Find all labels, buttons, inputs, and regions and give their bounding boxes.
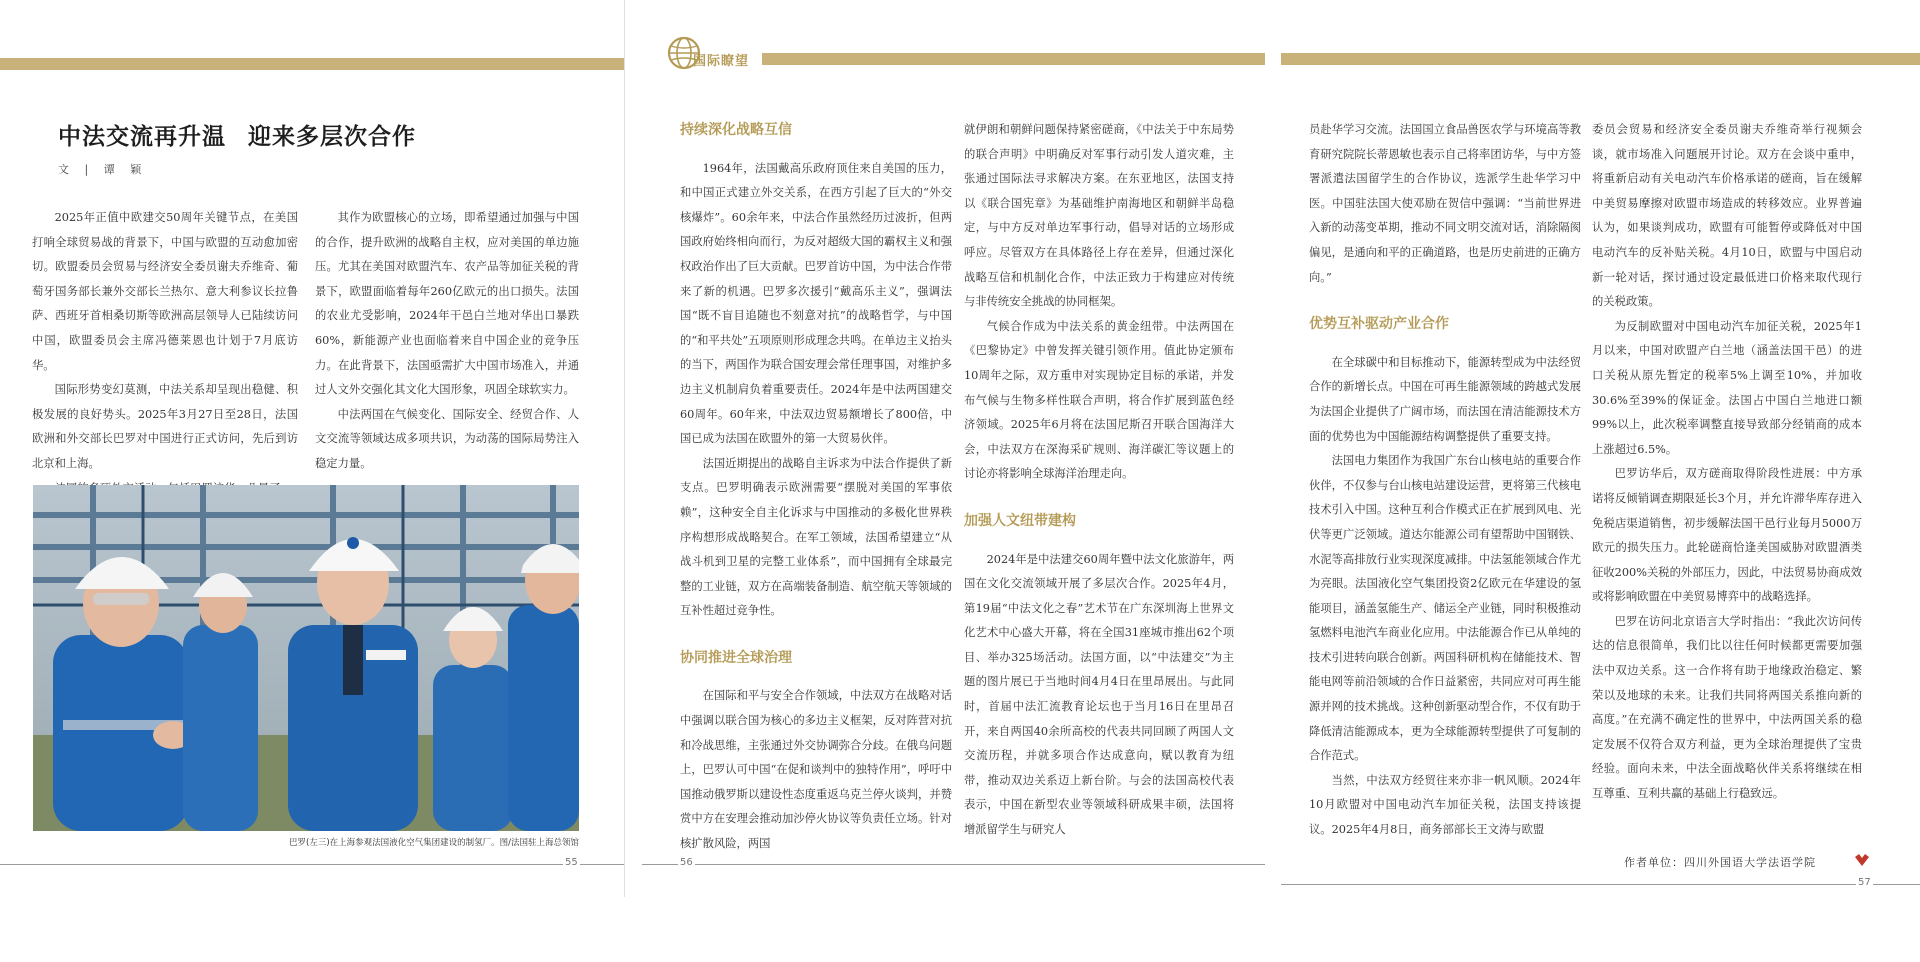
top-rule-bar — [762, 53, 1265, 65]
page-56 — [642, 0, 1265, 870]
section-heading: 优势互补驱动产业合作 — [1309, 316, 1449, 333]
section-title: 国际瞭望 — [693, 54, 750, 69]
article-photo — [33, 485, 579, 831]
paragraph: 法国电力集团作为我国广东台山核电站的重要合作伙伴，不仅参与台山核电站建设运营，更将第三代核电技术引入中国。这种互利合作模式正在扩展到风电、光伏等更广泛领域。道达尔能源公司有望帮助中国钢铁、水泥等高排放行业实现深度减排。中法氢能领域合作尤为亮眼。法国液化空气集团投资2亿欧元在华建设的氢能项目，涵盖氢能生产、储运全产业链，同时积极推动氢燃料电池汽车商业化应用。中法能源合作已从单纯的技术引进转向联合创新。两国科研机构在储能技术、智能电网等前沿领域的合作日益紧密，共同应对可再生能源并网的技术挑战。这种创新驱动型合作，不仅有助于降低清洁能源成本，更为全球能源转型提供了可复制的合作范式。 — [1309, 454, 1581, 763]
section-spacer — [680, 624, 952, 646]
top-rule-bar — [1281, 53, 1920, 65]
paragraph: 2025年正值中欧建交50周年关键节点，在美国打响全球贸易战的背景下，中国与欧盟的互动愈加密切。欧盟委员会贸易与经济安全委员谢夫乔维奇、葡萄牙国务部长兼外交部长兰热尔、意大利参议长拉鲁萨、西班牙首相桑切斯等欧洲高层领导人已陆续访问中国，欧盟委员会主席冯德莱恩也计划于7月底访华。 — [32, 211, 298, 372]
paragraph: 法国近期提出的战略自主诉求为中法合作提供了新支点。巴罗明确表示欧洲需要“摆脱对美国的军事依赖”，这种安全自主化诉求与中国推动的多极化世界秩序构想形成战略契合。在军工领域，法国希望建立“从战斗机到卫星的完整工业体系”，而中国拥有全球最完整的工业链，双方在高端装备制造、航空航天等领域的互补性超过竞争性。 — [680, 456, 952, 618]
page-57 — [1281, 0, 1920, 888]
section-heading: 协同推进全球治理 — [680, 649, 792, 666]
paragraph: 巴罗在访问北京语言大学时指出：“我此次访问传达的信息很简单，我们比以往任何时候都更需要加强法中双边关系。这一合作将有助于地缘政治稳定、繁荣以及地球的未来。让我们共同将两国关系推向新的高度。”在充满不确定性的世界中，中法两国关系的稳定发展不仅符合双方利益，更为全球治理提供了宝贵经验。面向未来，中法全面战略伙伴关系将继续在相互尊重、互利共赢的基础上行稳致远。 — [1592, 614, 1862, 801]
page55-column-2 — [315, 206, 579, 477]
paragraph: 2024年是中法建交60周年暨中法文化旅游年，两国在文化交流领域开展了多层次合作。2025年4月，第19届“中法文化之春”艺术节在广东深圳海上世界文化艺术中心盛大开幕，将在全国31座城市推出62个项目、举办325场活动。法国方面，以“中法建交”为主题的图片展已于当地时间4月4日在里昂展出。与此同时，首届中法汇流教育论坛也于当月16日在里昂召开，来自两国40余所高校的代表共同回顾了两国人文交流历程，并就多项合作达成意向，赋以教育为纽带，推动双边关系迈上新台阶。与会的法国高校代表表示，中国在新型农业等领域科研成果丰硕，法国将增派留学生与研究人 — [964, 552, 1234, 837]
paragraph: 为反制欧盟对中国电动汽车加征关税，2025年1月以来，中国对欧盟产白兰地（涵盖法国干邑）的进口关税从原先暂定的税率5%上调至10%，并加收30.6%至39%的保证金。法国占中国白兰地进口额99%以上，此次税率调整直接导致部分经销商的成本上涨超过6.5%。 — [1592, 319, 1862, 456]
page-number: 57 — [1858, 877, 1871, 888]
section-spacer — [1309, 290, 1581, 312]
section-heading: 加强人文纽带建构 — [964, 512, 1076, 529]
paragraph: 委员会贸易和经济安全委员谢夫乔维奇举行视频会谈，就市场准入问题展开讨论。双方在会谈中重申，将重新启动有关电动汽车价格承诺的磋商，旨在缓解中美贸易摩擦对欧盟市场造成的转移效应。业界普遍认为，如果谈判成功，欧盟有可能暂停或降低对中国电动汽车的反补贴关税。4月10日，欧盟与中国启动新一轮对话，探讨通过设定最低进口价格来取代现行的关税政策。 — [1592, 123, 1862, 309]
page57-column-2 — [1592, 118, 1862, 807]
paragraph: 当然，中法双方经贸往来亦非一帆风顺。2024年10月欧盟对中国电动汽车加征关税，法国支持该提议。2025年4月8日，商务部部长王文涛与欧盟 — [1309, 773, 1581, 837]
page55-column-1 — [32, 206, 298, 501]
title-part-2: 迎来多层次合作 — [248, 124, 416, 150]
paragraph: 就伊朗和朝鲜问题保持紧密磋商，《中法关于中东局势的联合声明》中明确反对军事行动引发人道灾难，主张通过国际法寻求解决方案。在东亚地区，法国支持以《联合国宪章》为基础维护南海地区和朝鲜半岛稳定，与中方反对单边军事行动，倡导对话的立场形成呼应。尽管双方在具体路径上存在差异，但通过深化战略互信和机制化合作，中法正致力于构建应对传统与非传统安全挑战的协同框架。 — [964, 123, 1234, 309]
page57-column-1 — [1309, 118, 1581, 843]
paragraph: 气候合作成为中法关系的黄金纽带。中法两国在《巴黎协定》中曾发挥关键引领作用。值此协定颁布10周年之际，双方重申对实现协定目标的承诺，并发布气候与生物多样性联合声明，将合作扩展到蓝色经济领域。2025年6月将在法国尼斯召开联合国海洋大会，中法双方在深海采矿规则、海洋碳汇等议题上的讨论亦将影响全球海洋治理走向。 — [964, 319, 1234, 481]
title-part-1: 中法交流再升温 — [58, 124, 226, 150]
article-title — [58, 118, 416, 151]
paragraph: 在全球碳中和目标推动下，能源转型成为中法经贸合作的新增长点。中国在可再生能源领域的跨越式发展为法国企业提供了广阔市场，而法国在清洁能源技术方面的优势也为中国能源结构调整提供了重要支持。 — [1309, 355, 1581, 443]
author-affiliation: 作者单位：四川外国语大学法语学院 — [1624, 856, 1816, 869]
paragraph: 其作为欧盟核心的立场，即希望通过加强与中国的合作，提升欧洲的战略自主权，应对美国的单边施压。尤其在美国对欧盟汽车、农产品等加征关税的背景下，欧盟面临着每年260亿欧元的出口损失。法国的农业尤受影响，2024年干邑白兰地对华出口暴跌60%，新能源产业也面临着来自中国企业的竞争压力。在此背景下，法国亟需扩大中国市场准入，并通过人文外交强化其文化大国形象，巩固全球软实力。 — [315, 211, 579, 397]
paragraph: 巴罗访华后，双方磋商取得阶段性进展：中方承诺将反倾销调查期限延长3个月，并允许滞华库存进入免税店渠道销售，初步缓解法国干邑行业每月5000万欧元的损失压力。此轮磋商恰逢美国威胁对欧盟酒类征收200%关税的外部压力，因此，中法贸易协商成效或将影响欧盟在中美贸易博弈中的战略选择。 — [1592, 467, 1862, 604]
top-rule-bar — [0, 58, 624, 70]
paragraph: 员赴华学习交流。法国国立食品兽医农学与环境高等教育研究院院长蒂恩敏也表示自己将率团访华，与中方签署派遣法国留学生的合作协议，选派学生赴华学习中医。中国驻法国大使邓励在贺信中强调：“当前世界进入新的动荡变革期，推动不同文明交流对话，消除隔阂偏见，是通向和平的正确道路，也是历史前进的正确方向。” — [1309, 123, 1581, 284]
page56-column-1 — [680, 118, 952, 857]
paragraph: 中法两国在气候变化、国际安全、经贸合作、人文交流等领域达成多项共识，为动荡的国际局势注入稳定力量。 — [315, 407, 579, 470]
page-55 — [0, 0, 625, 897]
page-number: 56 — [680, 857, 693, 868]
section-heading: 持续深化战略互信 — [680, 122, 792, 138]
article-author: 文 | 谭 颖 — [58, 163, 148, 176]
paragraph: 在国际和平与安全合作领域，中法双方在战略对话中强调以联合国为核心的多边主义框架，反对阵营对抗和冷战思维，主张通过外交协调弥合分歧。在俄乌问题上，巴罗认可中国“在促和谈判中的独特作用”，呼吁中国推动俄罗斯以建设性态度重返乌克兰停火谈判，并赞赏中方在安理会推动加沙停火协议等负责任立场。针对核扩散风险，两国 — [680, 689, 952, 851]
photo-caption: 巴罗(左三)在上海参观法国液化空气集团建设的制氢厂。图/法国驻上海总领馆 — [289, 838, 579, 848]
footer-rule — [642, 864, 1265, 865]
page-number: 55 — [565, 857, 578, 868]
footer-rule — [1281, 884, 1920, 885]
paragraph: 国际形势变幻莫测，中法关系却呈现出稳健、积极发展的良好势头。2025年3月27日至28日，法国欧洲和外交部长巴罗对中国进行正式访问，先后到访北京和上海。 — [32, 383, 298, 470]
end-mark-icon — [1854, 852, 1870, 866]
footer-rule — [0, 864, 624, 865]
page56-column-2 — [964, 118, 1234, 843]
section-spacer — [964, 487, 1234, 509]
paragraph: 1964年，法国戴高乐政府顶住来自美国的压力，和中国正式建立外交关系，在西方引起了巨大的“外交核爆炸”。60余年来，中法合作虽然经历过波折，但两国政府始终相向而行，为反对超级大国的霸权主义和强权政治作出了巨大贡献。巴罗首访中国，为中法合作带来了新的机遇。巴罗多次援引“戴高乐主义”，强调法国“既不盲目追随也不刻意对抗”的战略哲学，与中国的“和平共处”五项原则形成理念共鸣。在单边主义抬头的当下，两国作为联合国安理会常任理事国，对维护多边主义机制肩负着重要责任。2024年是中法两国建交60周年。60年来，中法双边贸易额增长了800倍，中国已成为法国在欧盟外的第一大贸易伙伴。 — [680, 161, 952, 446]
